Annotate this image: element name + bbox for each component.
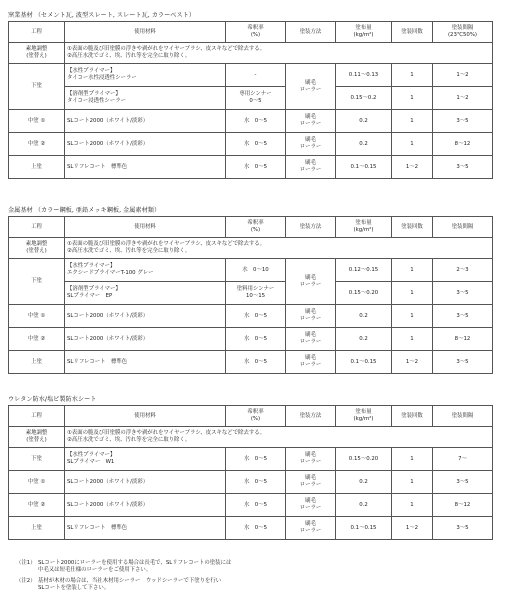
note-2 <box>16 578 221 593</box>
note-line: 中毛又は短毛仕様のローラーをご使用下さい。 <box>38 567 152 574</box>
header-method: 塗装方法 <box>286 406 336 427</box>
section-title-metal: 金属基材 （カラー鋼板, 亜鉛メッキ鋼板, 金属素材類） <box>8 207 161 214</box>
note-line: SLコート2000にローラーを使用する場合は長毛で、SLリフレコートの塗装には <box>38 560 232 566</box>
note-line: SLコートを塗装して下さい。 <box>38 585 110 592</box>
prep-line: ①表面の脆及び旧塗膜の浮きや剥がれをワイヤーブラシ、皮スキなどで除去する。 <box>67 430 266 437</box>
amount-cell: 0.1〜0.15 <box>336 156 392 179</box>
table-row <box>9 494 493 517</box>
note-line: 基材が木材の場合は、当社木材用シーラー ウッドシーラーで下塗りを行い <box>38 578 222 584</box>
method-cell: 刷毛 ローラー <box>286 448 336 471</box>
dilution-cell: 専用シンナー 0〜5 <box>226 87 286 110</box>
header-step: 工程 <box>9 406 65 427</box>
header-amount: 塗布量 (kg/m²) <box>336 217 392 238</box>
material-cell: 【水性プライマー】 SLプライマー W1 <box>65 448 226 471</box>
material-cell: SLリフレコート 標準色 <box>65 517 226 540</box>
prep-line: ②高圧水洗でゴミ、埃、汚れ等を完全に取り除く。 <box>67 53 191 59</box>
coats-cell: 1 <box>392 259 433 282</box>
material-cell: 【溶剤型プライマー】 タイコー浸透性シーラー <box>65 87 226 110</box>
coats-cell: 1 <box>392 328 433 351</box>
table-row <box>9 448 493 471</box>
material-cell: 【水性プライマー】 エクシードプライマーT-100 グレー <box>65 259 226 282</box>
prep-row <box>9 238 493 259</box>
header-coats: 塗装回数 <box>392 22 433 43</box>
interval-cell: 3〜5 <box>433 110 493 133</box>
step-cell: 中塗 ① <box>9 110 65 133</box>
coats-cell: 1 <box>392 494 433 517</box>
table-row <box>9 351 493 374</box>
amount-cell: 0.2 <box>336 494 392 517</box>
prep-description <box>65 43 493 64</box>
table-row <box>9 328 493 351</box>
prep-line: ②高圧水洗でゴミ、埃、汚れ等を完全に取り除く。 <box>67 437 191 443</box>
table-row <box>9 517 493 540</box>
dilution-cell: 水 0〜5 <box>226 494 286 517</box>
material-cell: SLコート2000（ホワイト/淡彩） <box>65 305 226 328</box>
dilution-cell: 塗料用シンナー 10〜15 <box>226 282 286 305</box>
coats-cell: 1 <box>392 448 433 471</box>
note-tag: （注1） <box>16 560 36 566</box>
material-cell: SLコート2000（ホワイト/淡彩） <box>65 494 226 517</box>
table-row <box>9 133 493 156</box>
interval-cell: 8〜12 <box>433 494 493 517</box>
interval-cell: 2〜3 <box>433 259 493 282</box>
header-coats: 塗装回数 <box>392 217 433 238</box>
amount-cell: 0.2 <box>336 110 392 133</box>
header-interval: 塗装間隔 (23℃50%) <box>433 22 493 43</box>
coats-cell: 1〜2 <box>392 517 433 540</box>
table-row <box>9 471 493 494</box>
coats-cell: 1 <box>392 305 433 328</box>
material-cell: SLコート2000（ホワイト/淡彩） <box>65 133 226 156</box>
coats-cell: 1 <box>392 133 433 156</box>
amount-cell: 0.1〜0.15 <box>336 517 392 540</box>
coats-cell: 1 <box>392 471 433 494</box>
method-cell: 刷毛 ローラー <box>286 133 336 156</box>
table-row <box>9 110 493 133</box>
method-cell: 刷毛 ローラー <box>286 259 336 305</box>
interval-cell: 3〜5 <box>433 517 493 540</box>
step-cell: 下塗 <box>9 448 65 471</box>
prep-line: ②高圧水洗でゴミ、埃、汚れ等を完全に取り除く。 <box>67 248 191 254</box>
dilution-cell: 水 0〜5 <box>226 471 286 494</box>
interval-cell: 3〜5 <box>433 471 493 494</box>
table-row <box>9 87 493 110</box>
header-amount: 塗布量 (kg/m²) <box>336 22 392 43</box>
interval-cell: 3〜5 <box>433 282 493 305</box>
material-cell: SLコート2000（ホワイト/淡彩） <box>65 110 226 133</box>
material-cell: SLリフレコート 標準色 <box>65 351 226 374</box>
method-cell: 刷毛 ローラー <box>286 305 336 328</box>
header-dilution: 希釈率 (%) <box>226 22 286 43</box>
material-cell: SLコート2000（ホワイト/淡彩） <box>65 471 226 494</box>
header-material: 使用材料 <box>65 217 226 238</box>
table-row <box>9 64 493 87</box>
method-cell: 刷毛 ローラー <box>286 494 336 517</box>
spec-table-metal <box>8 216 493 374</box>
note-tag: （注2） <box>16 578 36 584</box>
table-row <box>9 156 493 179</box>
interval-cell: 7〜 <box>433 448 493 471</box>
step-cell: 中塗 ② <box>9 133 65 156</box>
coats-cell: 1〜2 <box>392 156 433 179</box>
table-row <box>9 282 493 305</box>
interval-cell: 3〜5 <box>433 156 493 179</box>
prep-description <box>65 238 493 259</box>
material-cell: SLリフレコート 標準色 <box>65 156 226 179</box>
prep-row <box>9 427 493 448</box>
step-cell: 中塗 ② <box>9 328 65 351</box>
dilution-cell: 水 0〜5 <box>226 448 286 471</box>
header-coats: 塗装回数 <box>392 406 433 427</box>
header-material: 使用材料 <box>65 406 226 427</box>
step-cell: 下塗 <box>9 259 65 305</box>
table-header-row <box>9 406 493 427</box>
prep-label: 素地調整 (塗替え) <box>9 43 65 64</box>
header-dilution: 希釈率 (%) <box>226 217 286 238</box>
amount-cell: 0.12〜0.15 <box>336 259 392 282</box>
method-cell: 刷毛 ローラー <box>286 110 336 133</box>
dilution-cell: 水 0〜5 <box>226 351 286 374</box>
prep-description <box>65 427 493 448</box>
step-cell: 上塗 <box>9 156 65 179</box>
coats-cell: 1 <box>392 282 433 305</box>
header-method: 塗装方法 <box>286 217 336 238</box>
prep-row <box>9 43 493 64</box>
method-cell: 刷毛 ローラー <box>286 471 336 494</box>
interval-cell: 3〜5 <box>433 305 493 328</box>
material-cell: 【水性プライマー】 タイコー水性浸透性シーラー <box>65 64 226 87</box>
amount-cell: 0.1〜0.15 <box>336 351 392 374</box>
amount-cell: 0.11〜0.13 <box>336 64 392 87</box>
header-method: 塗装方法 <box>286 22 336 43</box>
method-cell: 刷毛 ローラー <box>286 64 336 110</box>
dilution-cell: 水 0〜5 <box>226 110 286 133</box>
table-row <box>9 305 493 328</box>
header-amount: 塗布量 (kg/m²) <box>336 406 392 427</box>
material-cell: 【溶剤型プライマー】 SLプライマー EP <box>65 282 226 305</box>
step-cell: 中塗 ① <box>9 305 65 328</box>
dilution-cell: 水 0〜10 <box>226 259 286 282</box>
header-step: 工程 <box>9 22 65 43</box>
interval-cell: 8〜12 <box>433 328 493 351</box>
method-cell: 刷毛 ローラー <box>286 156 336 179</box>
section-title-ceramic: 窯業基材 （セメント瓦, 波型スレート, スレート瓦, カラーベスト） <box>8 12 196 19</box>
amount-cell: 0.2 <box>336 305 392 328</box>
step-cell: 上塗 <box>9 351 65 374</box>
amount-cell: 0.15〜0.2 <box>336 87 392 110</box>
header-material: 使用材料 <box>65 22 226 43</box>
material-cell: SLコート2000（ホワイト/淡彩） <box>65 328 226 351</box>
prep-label: 素地調整 (塗替え) <box>9 238 65 259</box>
amount-cell: 0.2 <box>336 133 392 156</box>
table-row <box>9 259 493 282</box>
amount-cell: 0.15〜0.20 <box>336 282 392 305</box>
header-interval: 塗装間隔 <box>433 217 493 238</box>
section-title-urethane: ウレタン防水/塩ビ製防水シート <box>8 396 97 403</box>
prep-label: 素地調整 (塗替え) <box>9 427 65 448</box>
method-cell: 刷毛 ローラー <box>286 517 336 540</box>
dilution-cell: 水 0〜5 <box>226 133 286 156</box>
amount-cell: 0.2 <box>336 328 392 351</box>
step-cell: 上塗 <box>9 517 65 540</box>
header-dilution: 希釈率 (%) <box>226 406 286 427</box>
method-cell: 刷毛 ローラー <box>286 328 336 351</box>
dilution-cell: 水 0〜5 <box>226 517 286 540</box>
dilution-cell: 水 0〜5 <box>226 156 286 179</box>
spec-table-ceramic <box>8 21 493 179</box>
table-header-row <box>9 22 493 43</box>
coats-cell: 1 <box>392 110 433 133</box>
interval-cell: 1〜2 <box>433 87 493 110</box>
step-cell: 下塗 <box>9 64 65 110</box>
header-step: 工程 <box>9 217 65 238</box>
interval-cell: 8〜12 <box>433 133 493 156</box>
step-cell: 中塗 ① <box>9 471 65 494</box>
method-cell: 刷毛 ローラー <box>286 351 336 374</box>
coats-cell: 1〜2 <box>392 351 433 374</box>
amount-cell: 0.2 <box>336 471 392 494</box>
coats-cell: 1 <box>392 87 433 110</box>
table-header-row <box>9 217 493 238</box>
prep-line: ①表面の脆及び旧塗膜の浮きや剥がれをワイヤーブラシ、皮スキなどで除去する。 <box>67 241 266 248</box>
header-interval: 塗装間隔 <box>433 406 493 427</box>
interval-cell: 1〜2 <box>433 64 493 87</box>
step-cell: 中塗 ② <box>9 494 65 517</box>
dilution-cell: 水 0〜5 <box>226 328 286 351</box>
prep-line: ①表面の脆及び旧塗膜の浮きや剥がれをワイヤーブラシ、皮スキなどで除去する。 <box>67 46 266 53</box>
dilution-cell: 水 0〜5 <box>226 305 286 328</box>
coats-cell: 1 <box>392 64 433 87</box>
interval-cell: 3〜5 <box>433 351 493 374</box>
amount-cell: 0.15〜0.20 <box>336 448 392 471</box>
dilution-cell: - <box>226 64 286 87</box>
note-1 <box>16 560 231 575</box>
spec-table-urethane <box>8 405 493 540</box>
